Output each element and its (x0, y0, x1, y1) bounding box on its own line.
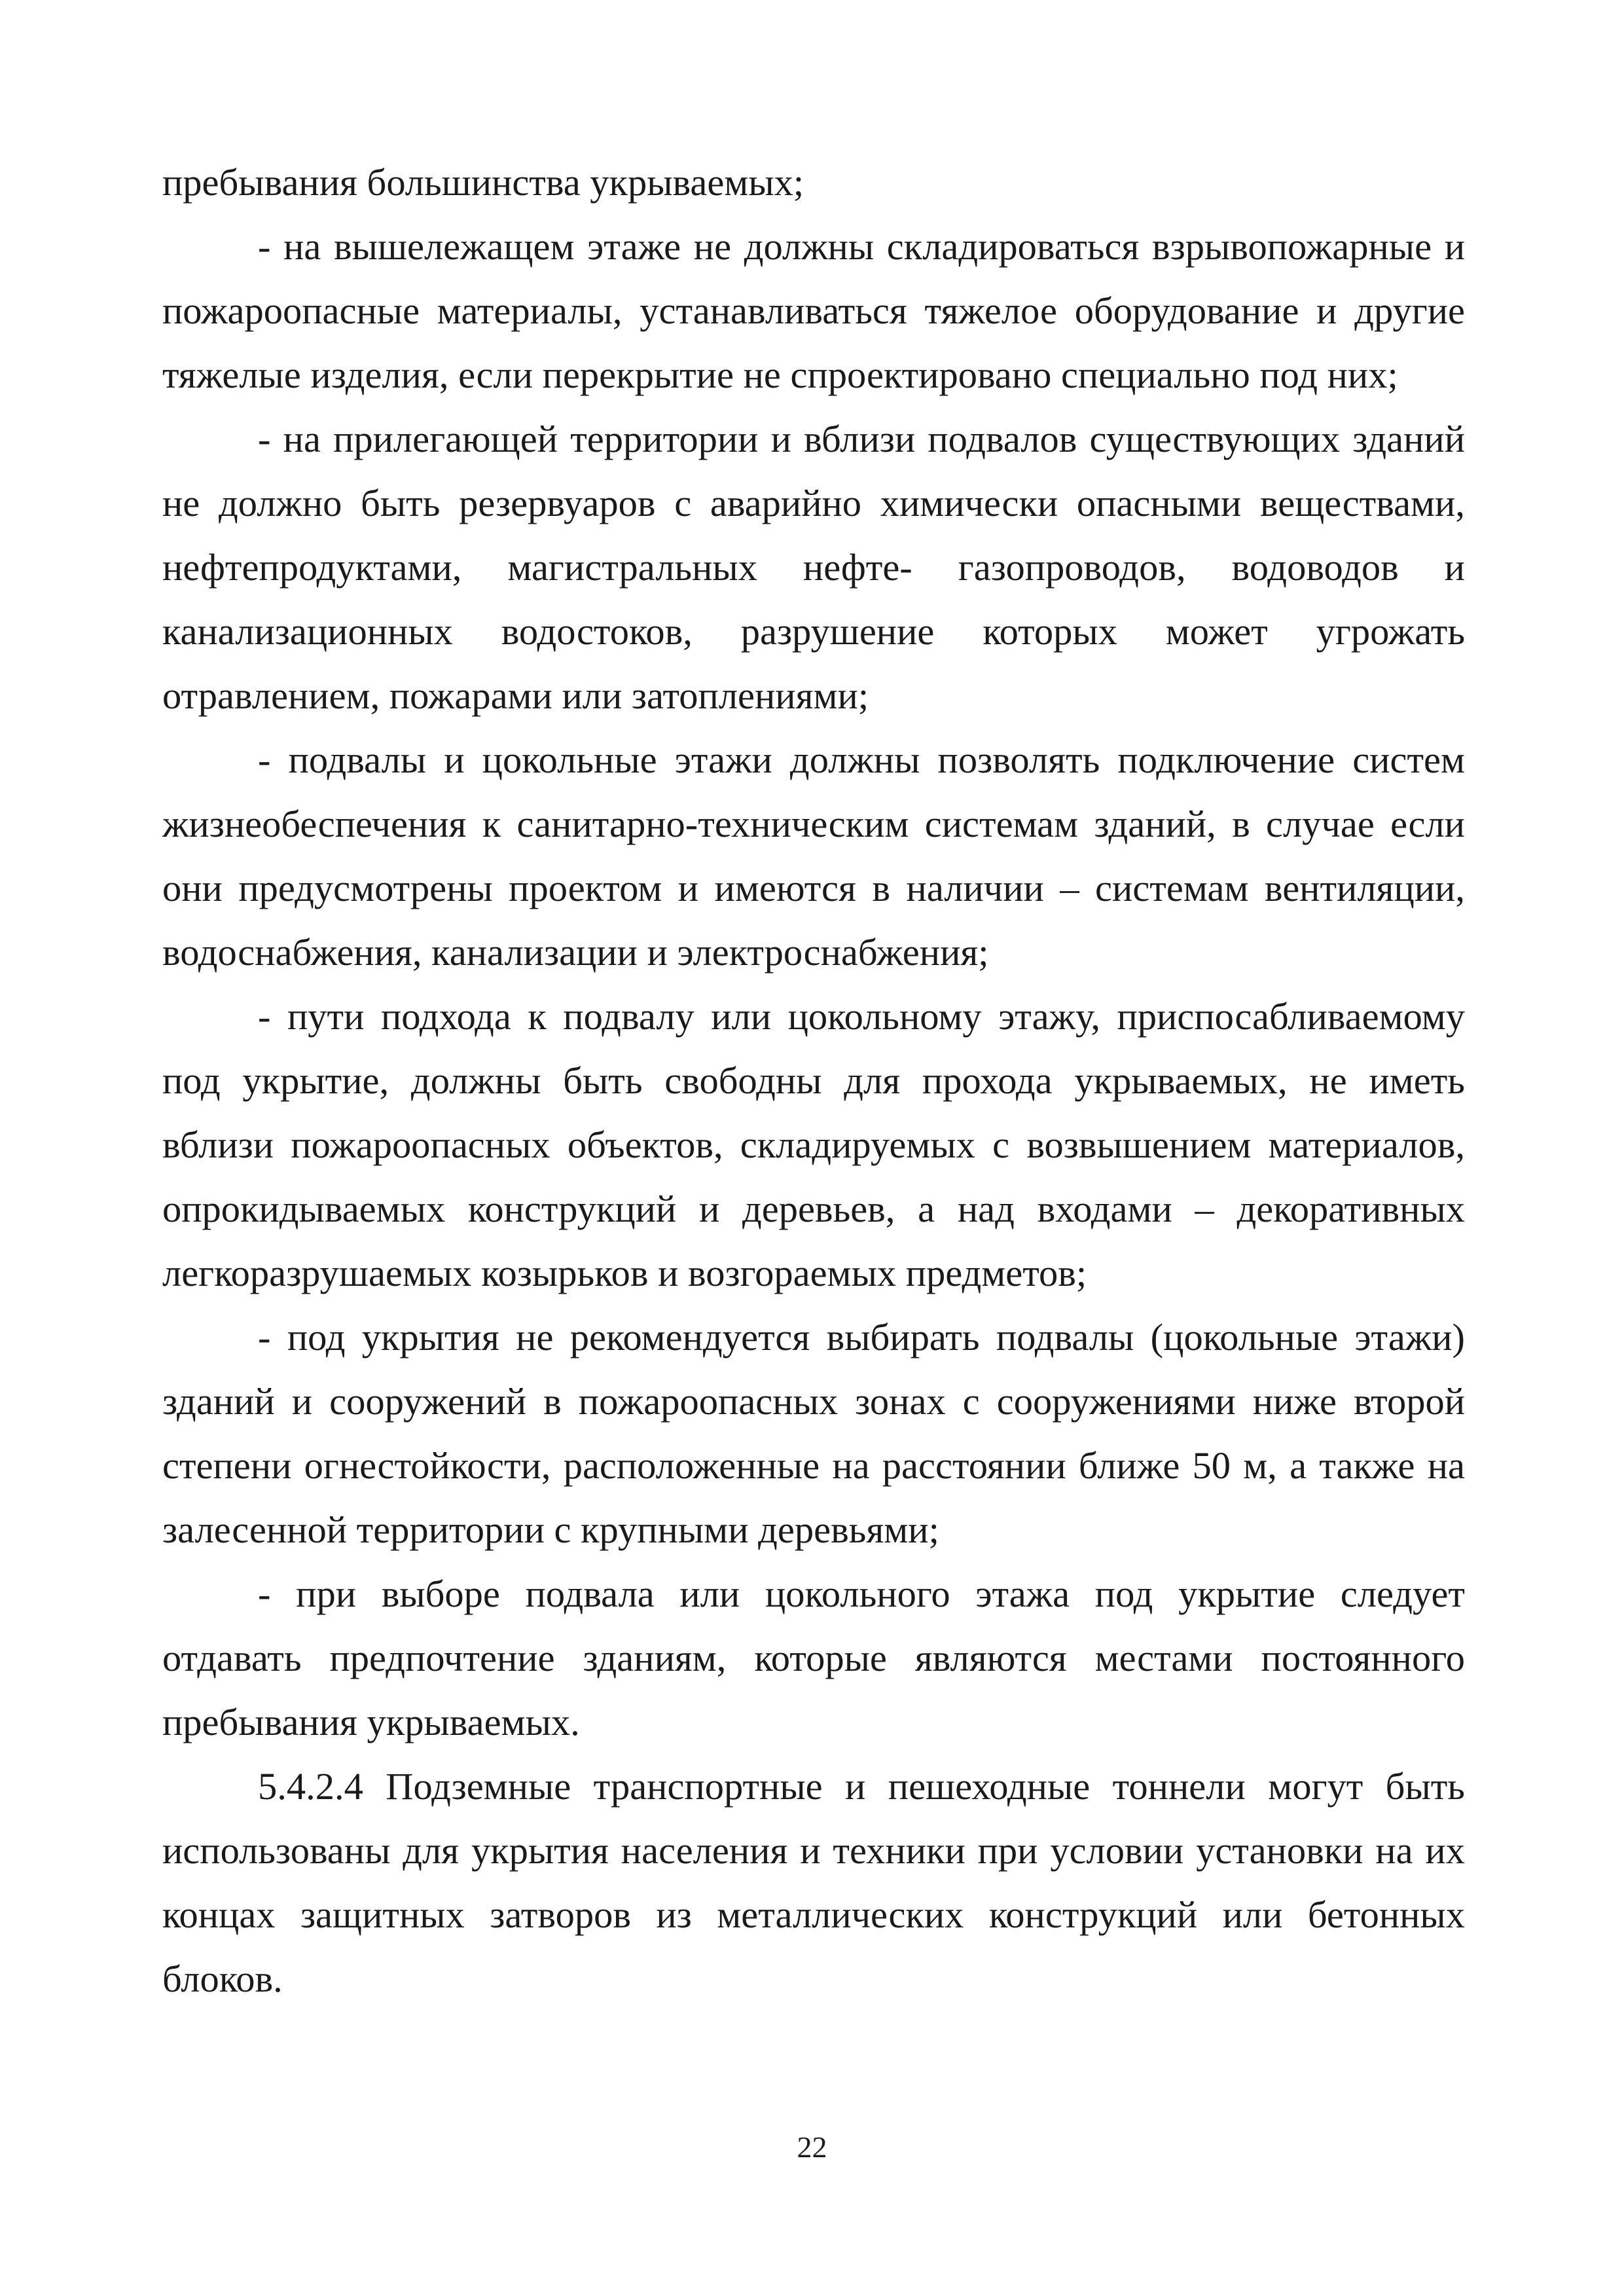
paragraph-continuation: пребывания большинства укрываемых; (162, 161, 804, 204)
paragraph-fire-hazard-zones: - под укрытия не рекомендуется выбирать подвалы (цокольные этажи) зданий и сооружений в пожароопасных зонах с сооружениями ниже второй степени огнестойкости, расположенные на расстоянии ближе 50 м, а также на залесенной территории с крупными деревьями; (162, 1316, 1465, 1551)
paragraph-life-support-systems: - подвалы и цокольные этажи должны позволять подключение систем жизнеобеспечения к санитарно-техническим системам зданий, в случае если они предусмотрены проектом и имеются в наличии – системам вентиляции, водоснабжения, канализации и электроснабжения; (162, 738, 1465, 974)
page-number: 22 (797, 2130, 827, 2164)
paragraph-section-5-4-2-4: 5.4.2.4 Подземные транспортные и пешеходные тоннели могут быть использованы для укрытия населения и техники при условии установки на их концах защитных затворов из металлических конструкций или бетонных блоков. (162, 1765, 1465, 2000)
paragraph-adjacent-territory: - на прилегающей территории и вблизи подвалов существующих зданий не должно быть резервуаров с аварийно химически опасными веществами, нефтепродуктами, магистральных нефте- газопроводов, водоводов и канализационных водостоков, разрушение которых может угрожать отравлением, пожарами или затоплениями; (162, 418, 1465, 717)
paragraph-approach-paths: - пути подхода к подвалу или цокольному этажу, приспосабливаемому под укрытие, должны быть свободны для прохода укрываемых, не иметь вблизи пожароопасных объектов, складируемых с возвышением материалов, опрокидываемых конструкций и деревьев, а над входами – декоративных легкоразрушаемых козырьков и возгораемых предметов; (162, 995, 1465, 1294)
paragraph-preferred-buildings: - при выборе подвала или цокольного этажа под укрытие следует отдавать предпочтение зданиям, которые являются местами постоянного пребывания укрываемых. (162, 1573, 1465, 1743)
paragraph-upper-floor-storage: - на вышележащем этаже не должны складироваться взрывопожарные и пожароопасные материалы, устанавливаться тяжелое оборудование и другие тяжелые изделия, если перекрытие не спроектировано специально под них; (162, 225, 1465, 396)
body-text (162, 151, 1465, 2011)
